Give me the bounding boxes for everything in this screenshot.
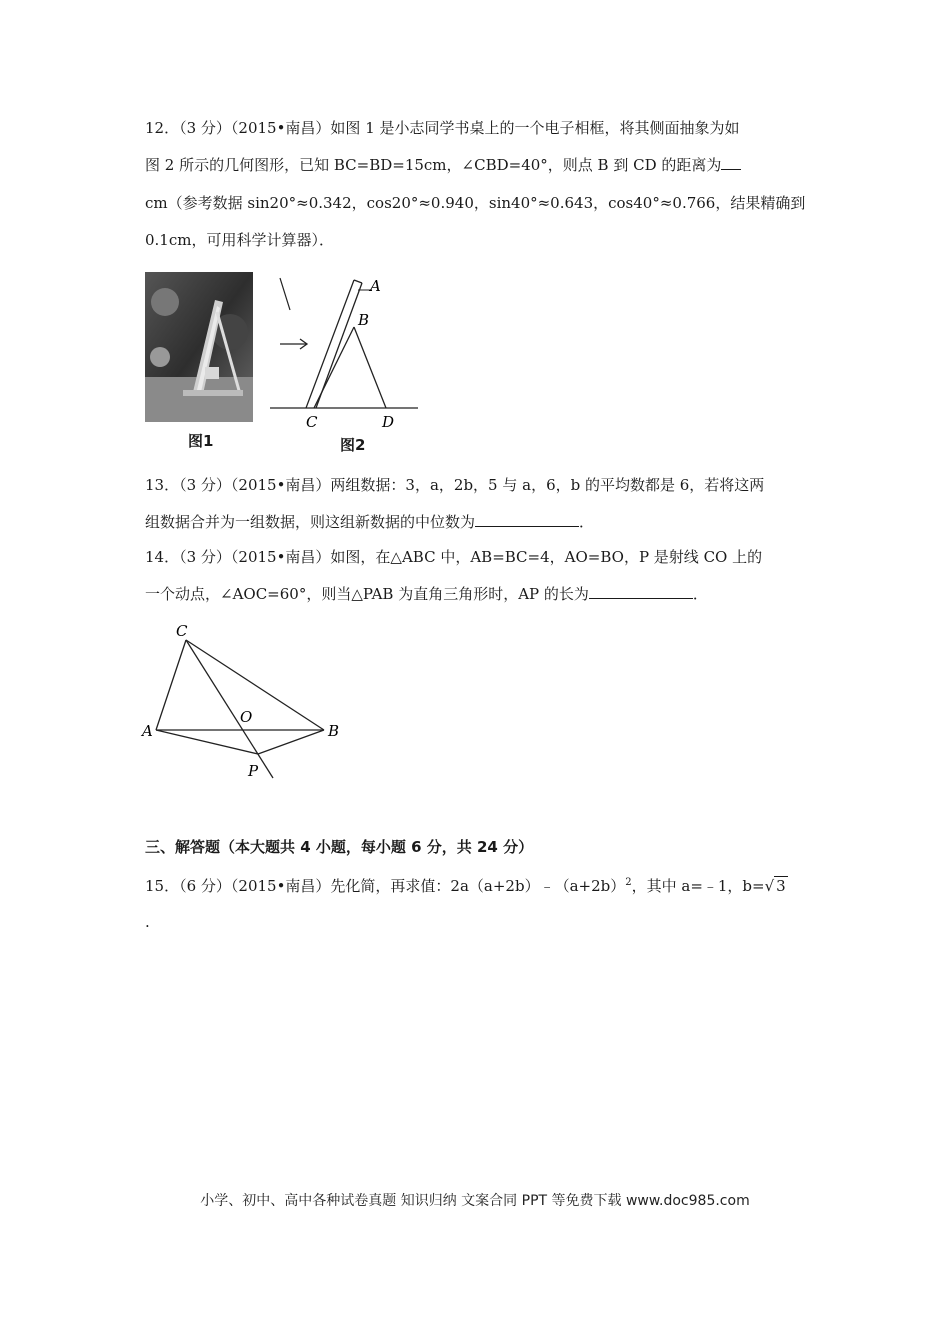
q12-line-3: cm（参考数据 sin20°≈0.342，cos20°≈0.940，sin40°≈0.643，cos40°≈0.766，结果精确到 [145,194,806,212]
segment-cb [186,640,324,730]
segment-bc [314,327,354,408]
q13-answer-blank [475,512,579,527]
label-b: B [358,311,370,329]
sqrt-symbol: √ [764,877,775,895]
q15-line-2: . [145,913,150,931]
arrow-shaft [280,278,290,310]
figure-2-caption: 图2 [340,436,366,454]
frame-edge-outer [306,280,354,408]
photo-frame-figure [145,272,253,422]
q13-line-1: 13．（3 分）（2015•南昌）两组数据：3，a，2b，5 与 a，6，b 的平均数都是 6，若将这两 [145,476,765,494]
q12-answer-blank [721,155,741,170]
q15-line-1 [145,873,788,896]
q14-answer-blank [589,584,693,599]
figure-1-caption: 图1 [188,432,214,450]
label-c: C [176,622,188,640]
q13-line-2-end: ． [579,513,595,531]
ray-co [186,640,273,778]
q14-line-2 [145,584,708,604]
segment-bd [354,327,386,408]
q14-line-2-end: ． [692,585,708,603]
segment-ca [156,640,186,730]
label-c: C [306,413,318,431]
page-footer: 小学、初中、高中各种试卷真题 知识归纳 文案合同 PPT 等免费下载 www.doc985.com [200,1193,750,1209]
segment-pb [258,730,324,754]
q12-line-2-text: 图 2 所示的几何图形，已知 BC=BD=15cm，∠CBD=40°，则点 B 到 CD 的距离为 [145,156,722,174]
q15-text-after: ，其中 a=﹣1，b= [631,877,765,895]
label-d: D [382,413,395,431]
label-a: A [370,277,381,295]
photo-frame-image [145,272,253,422]
q14-line-2-text: 一个动点，∠AOC=60°，则当△PAB 为直角三角形时，AP 的长为 [145,585,589,603]
segment-ap [156,730,258,754]
q15-exponent: 2 [625,877,632,888]
q12-line-4: 0.1cm，可用科学计算器）． [145,231,334,249]
label-b: B [328,722,340,740]
frame-top [354,280,362,283]
triangle-abc-diagram [140,620,350,785]
triangle-svg [140,620,350,785]
q14-line-1: 14．（3 分）（2015•南昌）如图，在△ABC 中，AB=BC=4，AO=BO，P 是射线 CO 上的 [145,548,763,566]
q15-sqrt-value: 3 [776,877,786,895]
q12-line-1: 12．（3 分）（2015•南昌）如图 1 是小志同学书桌上的一个电子相框，将其侧面抽象为如 [145,119,740,137]
q13-line-2 [145,512,594,532]
right-arrow-icon [280,336,310,356]
label-a: A [142,722,153,740]
section-3-title: 三、解答题（本大题共 4 小题，每小题 6 分，共 24 分） [145,838,534,856]
q13-line-2-text: 组数据合并为一组数据，则这组新数据的中位数为 [145,513,476,531]
label-p: P [248,762,259,780]
q15-text-before: 15．（6 分）（2015•南昌）先化简，再求值：2a（a+2b）﹣（a+2b） [145,877,626,895]
label-o: O [240,708,253,726]
q12-line-2 [145,155,741,175]
